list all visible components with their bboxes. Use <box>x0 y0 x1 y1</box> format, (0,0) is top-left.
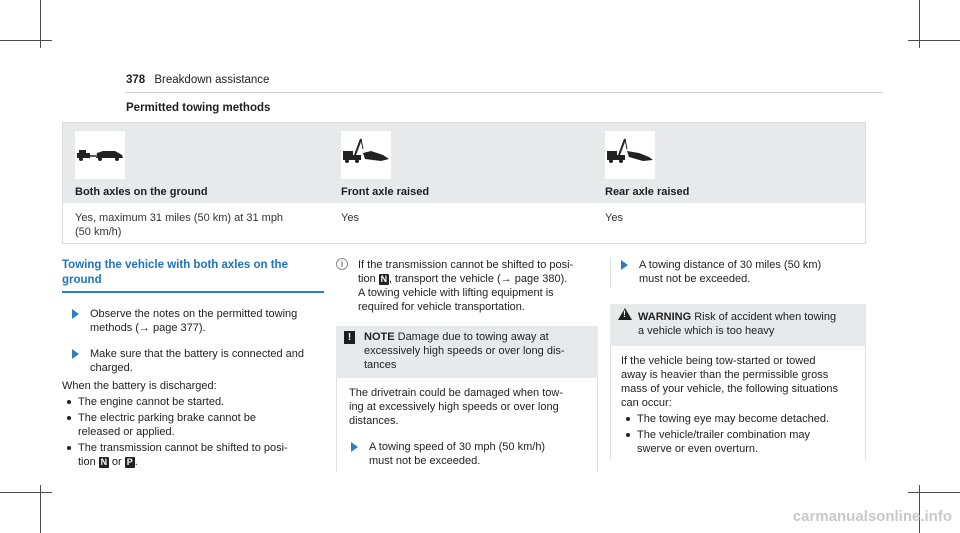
car-towing-car-icon <box>75 131 125 179</box>
warning-body <box>610 346 866 460</box>
info-text: If the transmission cannot be shifted to posi- <box>358 259 574 271</box>
step-arrow-icon <box>621 260 628 270</box>
note-body-text: distances. <box>349 415 399 427</box>
gear-p-icon: P <box>126 456 133 467</box>
list-text: tion <box>78 455 96 468</box>
warning-body-text: If the vehicle being tow-started or towed <box>621 355 816 367</box>
section-name: Breakdown assistance <box>154 74 270 86</box>
heading-line: Towing the vehicle with both axles on the <box>62 259 288 271</box>
column-label: Rear axle raised <box>605 186 690 198</box>
note-body-text: The drivetrain could be damaged when tow- <box>349 387 564 399</box>
list-item: The towing eye may become detached. <box>621 412 857 426</box>
towing-methods-table <box>62 122 866 244</box>
step-text: A towing distance of 30 miles (50 km) <box>639 259 822 271</box>
tow-truck-front-raised-icon <box>341 131 391 179</box>
info-text: tion <box>358 273 376 285</box>
list-text: . <box>134 455 138 468</box>
gear-n-icon: N <box>100 456 108 467</box>
column-value-both-axles <box>75 211 283 239</box>
info-note <box>336 258 598 314</box>
info-icon: i <box>336 258 348 270</box>
step-text: must not be exceeded. <box>639 273 751 285</box>
info-text: required for vehicle transportation. <box>358 301 525 313</box>
column-label: Front axle raised <box>341 186 430 198</box>
header-divider <box>126 92 882 93</box>
note-header <box>336 326 598 378</box>
note-text: tances <box>364 359 397 371</box>
crop-mark <box>0 40 52 41</box>
tow-truck-rear-raised-icon <box>605 131 655 179</box>
step-text: A towing speed of 30 mph (50 km/h) <box>369 441 546 453</box>
note-label: NOTE <box>364 331 395 343</box>
towing-distance-step-box <box>610 258 866 288</box>
list-item <box>62 411 324 439</box>
list-text: or <box>111 455 122 468</box>
list-text <box>78 455 324 469</box>
page-header <box>126 74 269 86</box>
note-text: excessively high speeds or over long dis- <box>364 345 565 357</box>
heading-divider <box>62 291 324 293</box>
warning-body-text: mass of your vehicle, the following situations <box>621 383 839 395</box>
section-heading <box>62 258 324 288</box>
exclamation-icon: ! <box>344 331 355 344</box>
warning-box <box>610 304 866 460</box>
step-arrow-icon <box>72 309 79 319</box>
watermark: carmanualsonline.info <box>792 508 952 525</box>
list-item <box>62 441 324 469</box>
step-arrow-icon <box>351 442 358 452</box>
warning-body-text: away is heavier than the permissible gross <box>621 369 829 381</box>
list-text: The vehicle/trailer combination may <box>637 429 811 441</box>
warning-label: WARNING <box>638 311 692 323</box>
column-label: Both axles on the ground <box>75 186 208 198</box>
warning-body-text: can occur: <box>621 397 672 409</box>
page-number: 378 <box>126 74 146 86</box>
table-header-row <box>63 123 865 203</box>
note-text: Damage due to towing away at <box>397 331 549 343</box>
note-body-text: ing at excessively high speeds or over long <box>349 401 559 413</box>
list-text: The transmission cannot be shifted to posi- <box>78 441 288 454</box>
crop-mark <box>908 40 960 41</box>
info-text: A towing vehicle with lifting equipment is <box>358 287 554 299</box>
warning-icon <box>618 308 632 320</box>
step-text: charged. <box>90 361 133 374</box>
warning-text: a vehicle which is too heavy <box>638 325 775 337</box>
list-text: swerve or even overturn. <box>637 443 759 455</box>
step-text: Observe the notes on the permitted towing <box>90 307 298 320</box>
heading-line: ground <box>62 274 102 286</box>
step-towing-speed <box>349 440 589 468</box>
step-arrow-icon <box>72 349 79 359</box>
step-text: must not be exceeded. <box>369 455 481 467</box>
column-value-rear-raised: Yes <box>605 212 623 224</box>
warning-header <box>610 304 866 346</box>
column-value-front-raised: Yes <box>341 212 359 224</box>
list-text: The electric parking brake cannot be <box>78 411 256 424</box>
note-body <box>336 378 598 472</box>
value-line: Yes, maximum 31 miles (50 km) at 31 mph <box>75 212 284 224</box>
step-battery <box>62 347 324 375</box>
battery-discharged-intro: When the battery is discharged: <box>62 379 217 392</box>
gear-n-icon: N <box>380 274 388 284</box>
info-text: , transport the vehicle (→ page 380). <box>388 273 568 285</box>
list-item: The engine cannot be started. <box>62 395 324 409</box>
step-text: methods (→ page 377). <box>90 321 206 334</box>
permitted-methods-title: Permitted towing methods <box>126 102 271 114</box>
info-text <box>358 272 598 286</box>
crop-mark <box>0 492 52 493</box>
value-line: (50 km/h) <box>75 226 122 238</box>
crop-mark <box>908 492 960 493</box>
warning-text: Risk of accident when towing <box>694 311 837 323</box>
list-item <box>621 428 857 456</box>
towing-distance-section <box>610 258 866 460</box>
step-towing-distance <box>619 258 866 286</box>
step-observe-notes <box>62 307 324 335</box>
list-text: released or applied. <box>78 425 175 438</box>
transmission-section <box>336 258 598 472</box>
step-text: Make sure that the battery is connected and <box>90 347 305 360</box>
towing-both-axles-section <box>62 258 324 469</box>
note-box <box>336 326 598 472</box>
